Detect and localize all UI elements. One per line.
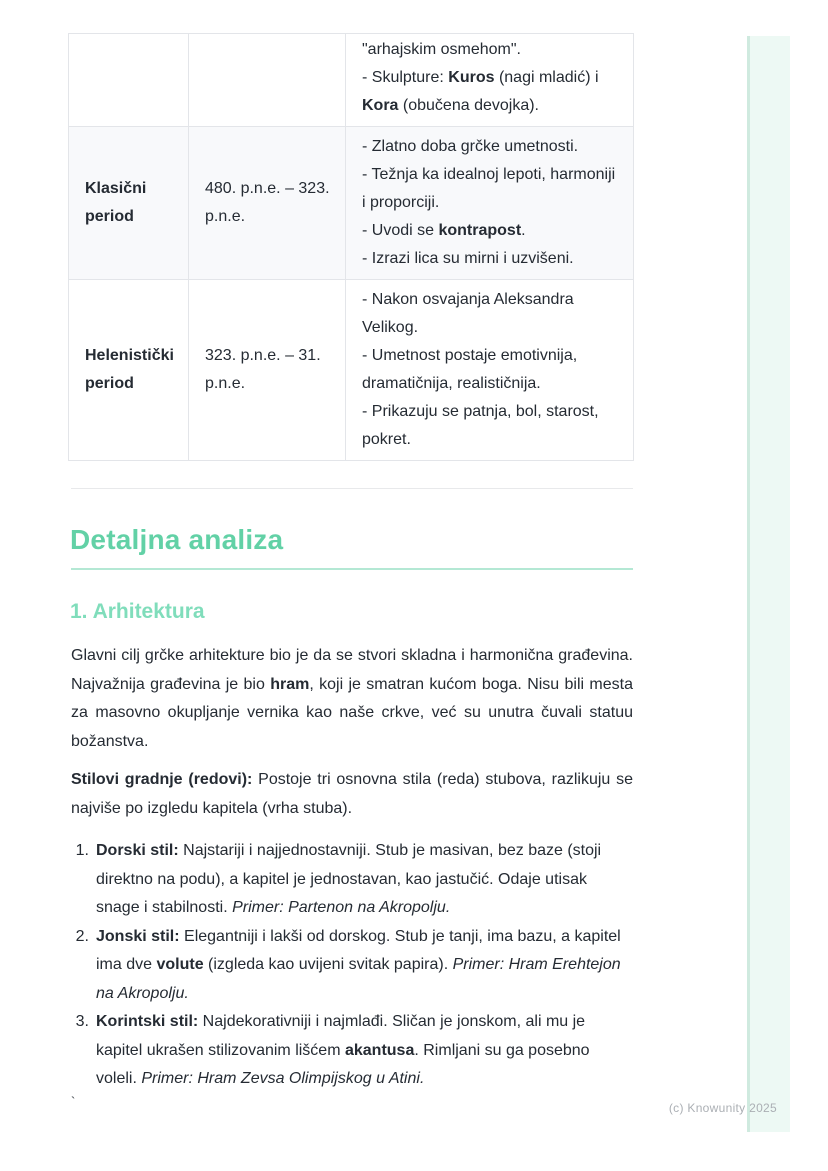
text-segment: - Uvodi se: [362, 222, 439, 239]
list-item-number: 3.: [75, 1013, 89, 1030]
text-segment: (izgleda kao uvijeni svitak papira).: [203, 956, 453, 973]
period-dates-cell: 323. p.n.e. – 31. p.n.e.: [189, 280, 346, 461]
text-segment: volute: [156, 956, 204, 973]
text-segment: (nagi mladić) i: [494, 69, 599, 86]
description-line: [362, 217, 617, 245]
text-segment: - Prikazuju se patnja, bol, starost, pokret.: [362, 403, 599, 448]
text-segment: - Težnja ka idealnoj lepoti, harmoniji i proporciji.: [362, 166, 616, 211]
page-accent-bar: [747, 36, 790, 1132]
description-line: [362, 36, 617, 64]
description-line: [362, 398, 617, 454]
text-segment: - Zlatno doba grčke umetnosti.: [362, 138, 579, 155]
heading-underline: [71, 568, 633, 570]
list-item-number: 1.: [75, 842, 89, 859]
text-segment: "arhajskim osmehom".: [362, 41, 521, 58]
stray-backtick: `: [71, 1094, 76, 1109]
period-name-cell: [69, 127, 189, 280]
description-line: [362, 64, 617, 120]
text-segment: - Umetnost postaje emotivnija, dramatičnija, realističnija.: [362, 347, 578, 392]
period-description-cell: [346, 127, 634, 280]
text-segment: Jonski stil:: [96, 927, 180, 945]
period-dates-cell: 480. p.n.e. – 323. p.n.e.: [189, 127, 346, 280]
table-row: [69, 34, 634, 127]
page-title: Detaljna analiza: [70, 524, 284, 555]
section-divider: [71, 488, 633, 489]
text-segment: - Nakon osvajanja Aleksandra Velikog.: [362, 291, 574, 336]
period-name: Helenistički period: [85, 347, 174, 392]
paragraph-building-styles: [71, 766, 633, 823]
description-line: [362, 286, 617, 342]
text-segment: Najstariji i najjednostavniji. Stub je masivan, bez baze (stoji direktno na podu), a kapitel je jednostavan, kao jastučić. Odaje utisak snage i stabilnosti.: [96, 842, 602, 916]
text-segment: akantusa: [344, 1041, 415, 1059]
list-item: [71, 1008, 633, 1094]
period-dates-cell: [189, 34, 346, 127]
description-line: [362, 161, 617, 217]
text-segment: Postoje tri osnovna stila (reda) stubova, razlikuju se najviše po izgledu kapitela (vrha stuba).: [71, 771, 633, 817]
text-segment: (obučena devojka).: [398, 97, 539, 114]
text-segment: Primer: Partenon na Akropolju.: [232, 899, 451, 916]
description-line: [362, 133, 617, 161]
text-segment: . Rimljani su ga posebno voleli.: [96, 1041, 590, 1087]
text-segment: Primer: Hram Zevsa Olimpijskog u Atini.: [141, 1070, 425, 1087]
description-line: [362, 342, 617, 398]
section-heading-arhitektura: 1. Arhitektura: [70, 600, 205, 623]
list-item-number: 2.: [75, 927, 89, 945]
text-segment: kontrapost: [438, 222, 522, 239]
period-name-cell: [69, 34, 189, 127]
text-segment: - Skulpture:: [362, 69, 449, 86]
table-row: [69, 280, 634, 461]
column-styles-list: [71, 837, 633, 1094]
text-segment: - Izrazi lica su mirni i uzvišeni.: [362, 250, 574, 267]
period-description-cell: [346, 280, 634, 461]
period-name: Klasični period: [85, 180, 147, 225]
text-segment: hram: [270, 675, 310, 693]
text-segment: Kora: [362, 97, 399, 114]
text-segment: Glavni cilj grčke arhitekture bio je da se stvori skladna i harmonična građevina. Najvažnija građevina je bio: [71, 647, 633, 693]
list-item: [71, 837, 633, 923]
footer-copyright: (c) Knowunity 2025: [668, 1101, 777, 1115]
period-description-cell: [346, 34, 634, 127]
text-segment: Elegantniji i lakši od dorskog. Stub je tanji, ima bazu, a kapitel ima dve: [96, 927, 621, 973]
list-item: [71, 923, 633, 1009]
table-row: [69, 127, 634, 280]
text-segment: Kuros: [448, 69, 495, 86]
text-segment: Stilovi gradnje (redovi):: [71, 771, 253, 788]
period-name-cell: [69, 280, 189, 461]
paragraph-architecture-intro: [71, 642, 633, 756]
text-segment: Najdekorativniji i najmlađi. Sličan je jonskom, ali mu je kapitel ukrašen stilizovanim lišćem: [96, 1013, 586, 1059]
text-segment: Dorski stil:: [96, 842, 179, 859]
text-segment: Korintski stil:: [96, 1013, 199, 1030]
periods-table: [68, 33, 634, 461]
periods-table-body: [69, 34, 634, 461]
text-segment: .: [521, 222, 526, 239]
text-segment: Primer: Hram Erehtejon na Akropolju.: [96, 956, 621, 1002]
text-segment: , koji je smatran kućom boga. Nisu bili mesta za masovno okupljanje vernika kao naše crkve, već su unutra čuvali statuu božanstva.: [71, 675, 633, 750]
description-line: [362, 245, 617, 273]
